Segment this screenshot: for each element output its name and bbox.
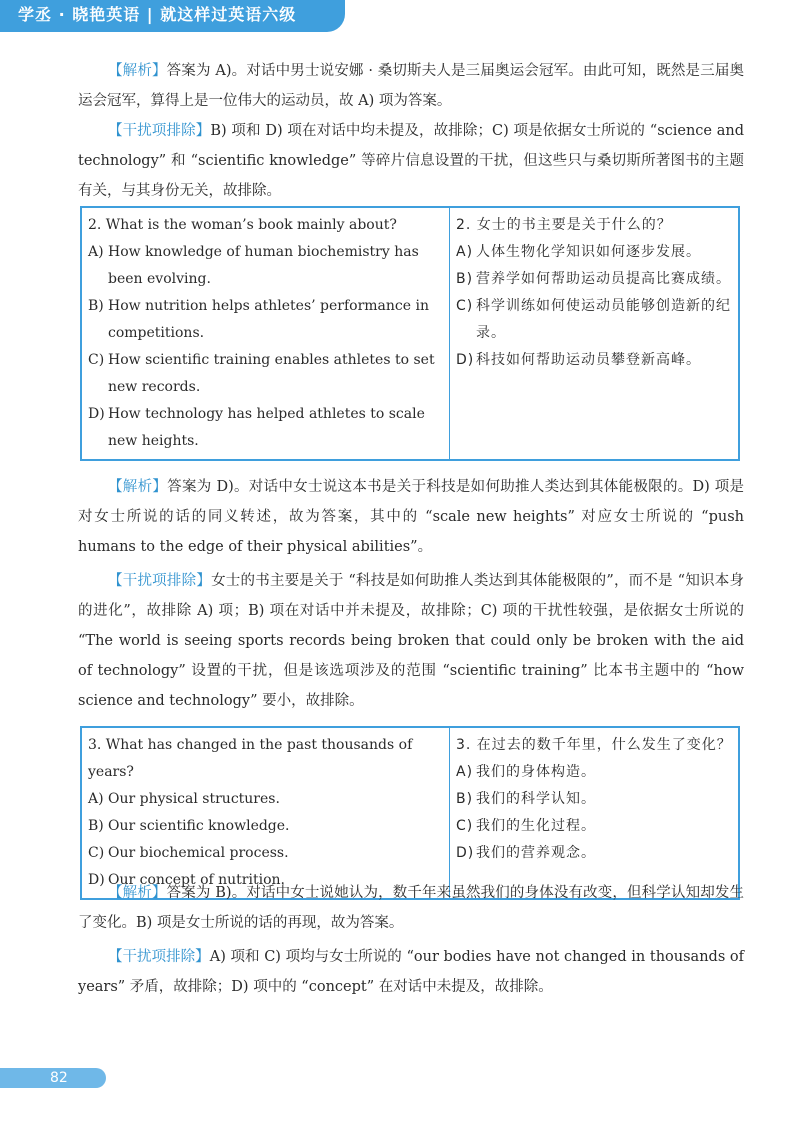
analysis-text: 答案为 D)。对话中女士说这本书是关于科技是如何助推人类达到其体能极限的。D) 项是对女士所说的话的同义转述，故为答案，其中的 “scale new heights” 对应女士所说的 “push humans to the edge of their physical abilities”。 xyxy=(78,479,745,555)
option-label: B) xyxy=(456,271,474,287)
option-line xyxy=(88,347,443,401)
option-text: 我们的身体构造。 xyxy=(476,764,596,780)
option-text: Our biochemical process. xyxy=(108,845,289,861)
distractor-text: B) 项和 D) 项在对话中均未提及，故排除；C) 项是依据女士所说的 “science and technology” 和 “scientific knowledge” 等碎片信息设置的干扰，但这些只与桑切斯所著图书的主题有关，与其身份无关，故排除。 xyxy=(78,123,745,199)
distractor-paragraph-q3 xyxy=(78,942,744,1002)
option-label: B) xyxy=(456,791,474,807)
distractor-tag: 【干扰项排除】 xyxy=(108,949,210,965)
book-header-title: 学丞 · 晓艳英语 | 就这样过英语六级 xyxy=(18,5,297,24)
option-text: Our scientific knowledge. xyxy=(108,818,290,834)
option-label: A) xyxy=(456,764,474,780)
option-line xyxy=(456,266,732,293)
option-text: How knowledge of human biochemistry has been evolving. xyxy=(108,244,419,287)
option-line xyxy=(456,759,732,786)
option-line xyxy=(456,840,732,867)
question-2-zh-stem: 2. 女士的书主要是关于什么的？ xyxy=(456,217,672,233)
analysis-text: 答案为 B)。对话中女士说她认为，数千年来虽然我们的身体没有改变，但科学认知却发生了变化。B) 项是女士所说的话的再现，故为答案。 xyxy=(78,885,745,931)
option-label: A) xyxy=(88,791,104,807)
option-text: Our concept of nutrition. xyxy=(108,872,285,888)
analysis-paragraph-q3 xyxy=(78,878,744,938)
option-text: 我们的科学认知。 xyxy=(476,791,596,807)
question-2-en-stem: 2. What is the woman’s book mainly about? xyxy=(88,217,397,233)
option-text: Our physical structures. xyxy=(108,791,280,807)
option-text: 人体生物化学知识如何逐步发展。 xyxy=(476,244,701,260)
option-line xyxy=(88,786,443,813)
analysis-tag: 【解析】 xyxy=(108,63,167,79)
option-label: C) xyxy=(88,352,105,368)
option-text: 科学训练如何使运动员能够创造新的纪录。 xyxy=(476,298,731,341)
distractor-text: 女士的书主要是关于 “科技是如何助推人类达到其体能极限的”，而不是 “知识本身的进化”，故排除 A) 项；B) 项在对话中并未提及，故排除；C) 项的干扰性较强，是依据女士所说的 “The world is seeing sports records being broken that could only be broken with the aid of technology” 设置的干扰，但是该选项涉及的范围 “scientific training” 比本书主题中的 “how science and technology” 要小，故排除。 xyxy=(78,573,744,709)
analysis-paragraph-q1 xyxy=(78,56,744,116)
option-label: D) xyxy=(88,872,105,888)
option-label: D) xyxy=(456,352,475,368)
option-label: B) xyxy=(88,298,104,314)
option-label: B) xyxy=(88,818,104,834)
distractor-tag: 【干扰项排除】 xyxy=(108,123,211,139)
option-text: How nutrition helps athletes’ performance in competitions. xyxy=(108,298,429,341)
question-2-chinese xyxy=(450,207,740,460)
option-label: D) xyxy=(88,406,105,422)
option-line xyxy=(88,293,443,347)
distractor-paragraph-q2 xyxy=(78,566,744,716)
option-line xyxy=(456,813,732,840)
question-3-zh-stem: 3. 在过去的数千年里，什么发生了变化？ xyxy=(456,737,732,753)
option-text: 我们的生化过程。 xyxy=(476,818,596,834)
option-line xyxy=(88,840,443,867)
option-text: 我们的营养观念。 xyxy=(476,845,596,861)
question-3-english xyxy=(81,727,450,899)
question-3-table xyxy=(80,726,740,900)
option-line xyxy=(456,786,732,813)
question-3-chinese xyxy=(450,727,740,899)
distractor-text: A) 项和 C) 项均与女士所说的 “our bodies have not changed in thousands of years” 矛盾，故排除；D) 项中的 “concept” 在对话中未提及，故排除。 xyxy=(78,949,745,995)
option-text: 营养学如何帮助运动员提高比赛成绩。 xyxy=(476,271,731,287)
distractor-paragraph-q1 xyxy=(78,116,744,206)
option-line xyxy=(456,239,732,266)
option-line xyxy=(456,347,732,374)
option-label: A) xyxy=(456,244,474,260)
option-label: A) xyxy=(88,244,104,260)
book-header-banner xyxy=(0,0,345,32)
analysis-paragraph-q2 xyxy=(78,472,744,562)
option-text: How technology has helped athletes to scale new heights. xyxy=(108,406,425,449)
option-label: C) xyxy=(456,298,474,314)
question-3-en-stem: 3. What has changed in the past thousands of years? xyxy=(88,737,413,780)
option-text: 科技如何帮助运动员攀登新高峰。 xyxy=(476,352,701,368)
analysis-text: 答案为 A)。对话中男士说安娜 · 桑切斯夫人是三届奥运会冠军。由此可知，既然是三届奥运会冠军，算得上是一位伟大的运动员，故 A) 项为答案。 xyxy=(78,63,745,109)
question-2-table xyxy=(80,206,740,461)
option-line xyxy=(456,293,732,347)
option-text: How scientific training enables athletes to set new records. xyxy=(108,352,435,395)
option-label: C) xyxy=(88,845,105,861)
question-2-english xyxy=(81,207,450,460)
analysis-tag: 【解析】 xyxy=(108,885,167,901)
option-line xyxy=(88,813,443,840)
page-number: 82 xyxy=(50,1070,68,1086)
option-line xyxy=(88,239,443,293)
option-label: C) xyxy=(456,818,474,834)
analysis-tag: 【解析】 xyxy=(108,479,168,495)
option-label: D) xyxy=(456,845,475,861)
distractor-tag: 【干扰项排除】 xyxy=(108,573,212,589)
option-line xyxy=(88,401,443,455)
